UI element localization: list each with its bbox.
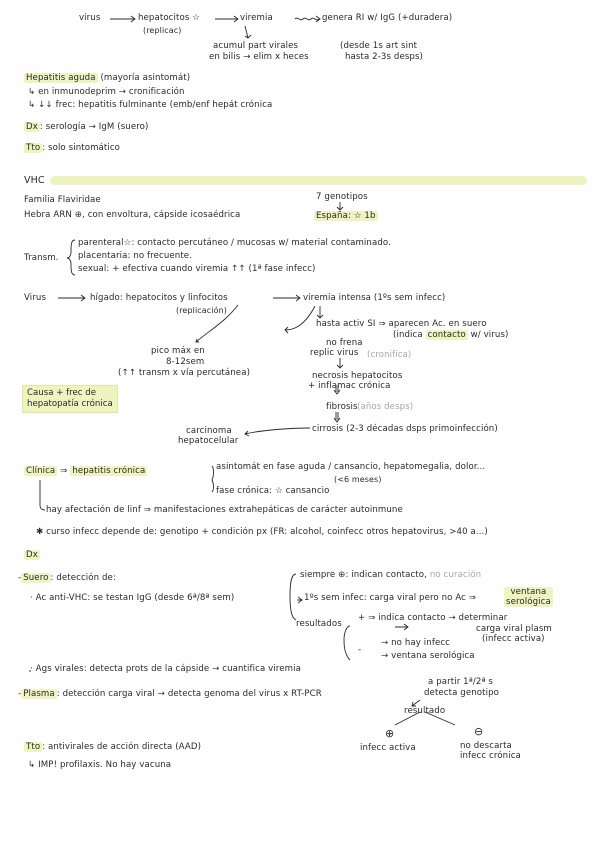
clinica-afectacion: hay afectación de linf ⇒ manifestaciones extrahepáticas de carácter autoinmune xyxy=(46,505,403,515)
familia-text: Familia Flaviridae xyxy=(24,195,101,205)
hepatocitos-label: hepatocitos ☆ xyxy=(138,13,201,23)
acumul-text: acumul part virales xyxy=(213,41,299,51)
dx-vhc-label: Dx xyxy=(26,550,38,560)
tto-text: : solo sintomático xyxy=(42,143,121,153)
imp-profilaxis-text: ↳ IMP! profilaxis. No hay vacuna xyxy=(28,760,172,770)
chain-anos: (años desps) xyxy=(357,402,414,412)
clinica-meses: (<6 meses) xyxy=(334,475,382,484)
no-descarta-line-1: no descarta xyxy=(460,741,512,751)
hebra-text: Hebra ARN ⊕, con envoltura, cápside icosaédrica xyxy=(24,210,241,220)
chain-cirrosis: cirrosis (2-3 décadas dsps primoinfección) xyxy=(312,424,498,434)
ags-virales-text: · Ags virales: detecta prots de la cápside → cuantifica viremia xyxy=(30,664,301,674)
chain-transm: (↑↑ transm x vía percutánea) xyxy=(118,368,251,378)
no-descarta-line-2: infecc crónica xyxy=(460,751,521,761)
virus-label: virus xyxy=(79,13,101,23)
replicac-note: (replicac) xyxy=(143,26,182,35)
dx-label: Dx xyxy=(26,122,38,132)
notes-page: virus hepatocitos ☆ (replicac) viremia genera RI w/ IgG (+duradera) acumul part virales en bilis → elim x heces (desde 1s art sint hasta 2-3s desps) Hepatitis aguda (mayoría asintomát) ↳ en inmunodeprim → cronificación ↳ ↓↓ frec: hepatitis fulminante (emb/enf hepát crónica Dx : serología → IgM (suero) Tto : solo sintomático VHC Familia Flaviridae Hebra ARN ⊕, con envoltura, cápside icosaédrica 7 genotipos España: ☆ 1b Transm. parenteral☆: contacto percutáneo / mucosas w/ material contaminado. placentaria: no frecuente. sexual: + efectiva cuando viremia ↑↑ (1ª fase infecc) Virus hígado: hepatocitos y linfocitos (replicación) viremia intensa (1ºs sem infecc) hasta activ SI ⇒ aparecen Ac. en suero (indica contacto w/ virus) no frena replic virus (cronifica) necrosis hepatocitos + inflamac crónica fibrosis (años desps) cirrosis (2-3 décadas dsps primoinfección) pico máx en 8-12sem (↑↑ transm x vía percutánea) Causa + frec de hepatopatía crónica carcinoma hepatocelular Clínica ⇒ hepatitis crónica asintomát en fase aguda / cansancio, hepatomegalia, dolor... (<6 meses) fase crónica: ☆ cansancio hay afectación de linf ⇒ manifestaciones extrahepáticas de carácter autoinmune ✱ curso infecc depende de: genotipo + condición px (FR: alcohol, coinfecc otros hepatovirus, >40 a...) Dx - Suero : detección de: · Ac anti-VHC: se testan IgG (desde 6ª/8ª sem) siempre ⊕: indican contacto, no curación 1ºs sem infec: carga viral pero no Ac ⇒ ventana serológica resultados + ⇒ indica contacto → determinar carga viral plasm (infecc activa) - → no hay infecc → ventana serológica · Ags virales: detecta prots de la cápside → cuantifica viremia - Plasma : detección carga viral → detecta genoma del virus x RT-PCR a partir 1ª/2ª s detecta genotipo resultado ⊕ ⊖ infecc activa no descarta infecc crónica Tto : antivirales de acción directa (AAD) ↳ IMP! profilaxis. No hay vacuna xyxy=(0,0,600,848)
chain-hasta-activ: hasta activ SI ⇒ aparecen Ac. en suero xyxy=(316,319,487,329)
chain-wvirus: w/ virus) xyxy=(470,330,509,340)
chain-fibrosis: fibrosis xyxy=(326,402,358,412)
tto-vhc-text: : antivirales de acción directa (AAD) xyxy=(42,742,202,752)
resultado-label: resultado xyxy=(404,706,446,716)
resultados-label: resultados xyxy=(296,619,342,629)
chain-cronifica: (cronifica) xyxy=(367,350,412,360)
chain-necrosis: necrosis hepatocitos xyxy=(312,371,403,381)
chain-hepatocelular: hepatocelular xyxy=(178,436,239,446)
causa-box xyxy=(22,385,118,413)
infecc-activa-text: infecc activa xyxy=(360,743,416,753)
no-hay-infecc: → no hay infecc xyxy=(381,638,450,648)
chain-nofrena: no frena xyxy=(326,338,363,348)
transm-sexual: sexual: + efectiva cuando viremia ↑↑ (1ª fase infecc) xyxy=(78,264,316,274)
clinica-hepatitis-cronica: hepatitis crónica xyxy=(72,466,146,476)
bilis-text: en bilis → elim x heces xyxy=(209,52,309,62)
tto-vhc-label: Tto xyxy=(26,742,41,752)
clinica-label: Clínica xyxy=(26,466,56,476)
plasma-text: : detección carga viral → detecta genoma del virus x RT-PCR xyxy=(56,689,322,699)
ventana-line-2: serológica xyxy=(506,597,551,607)
vhc-heading: VHC xyxy=(24,175,45,186)
resultado-positivo: + ⇒ indica contacto → determinar xyxy=(358,613,508,623)
tto-label: Tto xyxy=(26,143,41,153)
viremia-label: viremia xyxy=(240,13,273,23)
genotipos-text: 7 genotipos xyxy=(316,192,368,202)
chain-inflamac: + inflamac crónica xyxy=(308,381,391,391)
chain-viremia: viremia intensa (1ºs sem infecc) xyxy=(303,293,446,303)
ventana-serologica-text: → ventana serológica xyxy=(381,651,475,661)
dx-text: : serología → IgM (suero) xyxy=(39,122,149,132)
carga-viral-plasm: carga viral plasm xyxy=(476,624,552,634)
chain-sem: 8-12sem xyxy=(166,357,205,367)
infecc-activa-paren: (infecc activa) xyxy=(482,634,545,644)
clinica-curso: ✱ curso infecc depende de: genotipo + condición px (FR: alcohol, coinfecc otros hepatovirus, >40 a...) xyxy=(36,527,488,537)
no-curacion-text: no curación xyxy=(429,570,482,580)
transm-parenteral: parenteral☆: contacto percutáneo / mucosas w/ material contaminado. xyxy=(78,238,391,248)
ac-antivhc-text: · Ac anti-VHC: se testan IgG (desde 6ª/8ª sem) xyxy=(30,593,235,603)
chain-virus: Virus xyxy=(24,293,47,303)
positive-icon: ⊕ xyxy=(385,727,395,740)
espana-genotipo: España: ☆ 1b xyxy=(316,211,376,221)
causa-line-2: hepatopatía crónica xyxy=(27,399,113,409)
detecta-genotipo-text: detecta genotipo xyxy=(424,688,500,698)
suero-text: : detección de: xyxy=(50,573,116,583)
suero-label: Suero xyxy=(23,573,49,583)
aguda-note: (mayoría asintomát) xyxy=(100,73,191,83)
causa-line-1: Causa + frec de xyxy=(27,388,96,398)
chain-pico: pico máx en xyxy=(151,346,205,356)
chain-carcinoma: carcinoma xyxy=(186,426,232,436)
genera-ri-text: genera RI w/ IgG (+duradera) xyxy=(322,13,453,23)
desde-text: (desde 1s art sint xyxy=(340,41,418,51)
chain-contacto: contacto xyxy=(427,330,466,340)
hepatitis-aguda-heading: Hepatitis aguda xyxy=(26,73,96,83)
aguda-bullet-1: ↳ en inmunodeprim → cronificación xyxy=(28,87,185,97)
negative-icon: ⊖ xyxy=(474,725,484,738)
ventana-line-1: ventana xyxy=(504,587,553,597)
hasta-text: hasta 2-3s desps) xyxy=(345,52,424,62)
clinica-asintomat: asintomát en fase aguda / cansancio, hepatomegalia, dolor... xyxy=(216,462,486,472)
chain-higado: hígado: hepatocitos y linfocitos xyxy=(90,293,228,303)
aguda-bullet-2: ↳ ↓↓ frec: hepatitis fulminante (emb/enf hepát crónica xyxy=(28,100,273,110)
plasma-label: Plasma xyxy=(23,689,55,699)
transm-label: Transm. xyxy=(24,253,59,263)
resultado-negativo: - xyxy=(358,645,362,655)
chain-replicacion: (replicación) xyxy=(176,306,227,315)
a-partir-text: a partir 1ª/2ª s xyxy=(428,677,494,687)
chain-replic: replic virus xyxy=(310,348,359,358)
chain-indica: (indica xyxy=(393,330,423,340)
transm-placentaria: placentaria: no frecuente. xyxy=(78,251,193,261)
siempre-text: siempre ⊕: indican contacto, xyxy=(300,570,427,580)
primeras-semanas-text: 1ºs sem infec: carga viral pero no Ac ⇒ xyxy=(304,593,477,603)
clinica-fase-cronica: fase crónica: ☆ cansancio xyxy=(216,486,330,496)
